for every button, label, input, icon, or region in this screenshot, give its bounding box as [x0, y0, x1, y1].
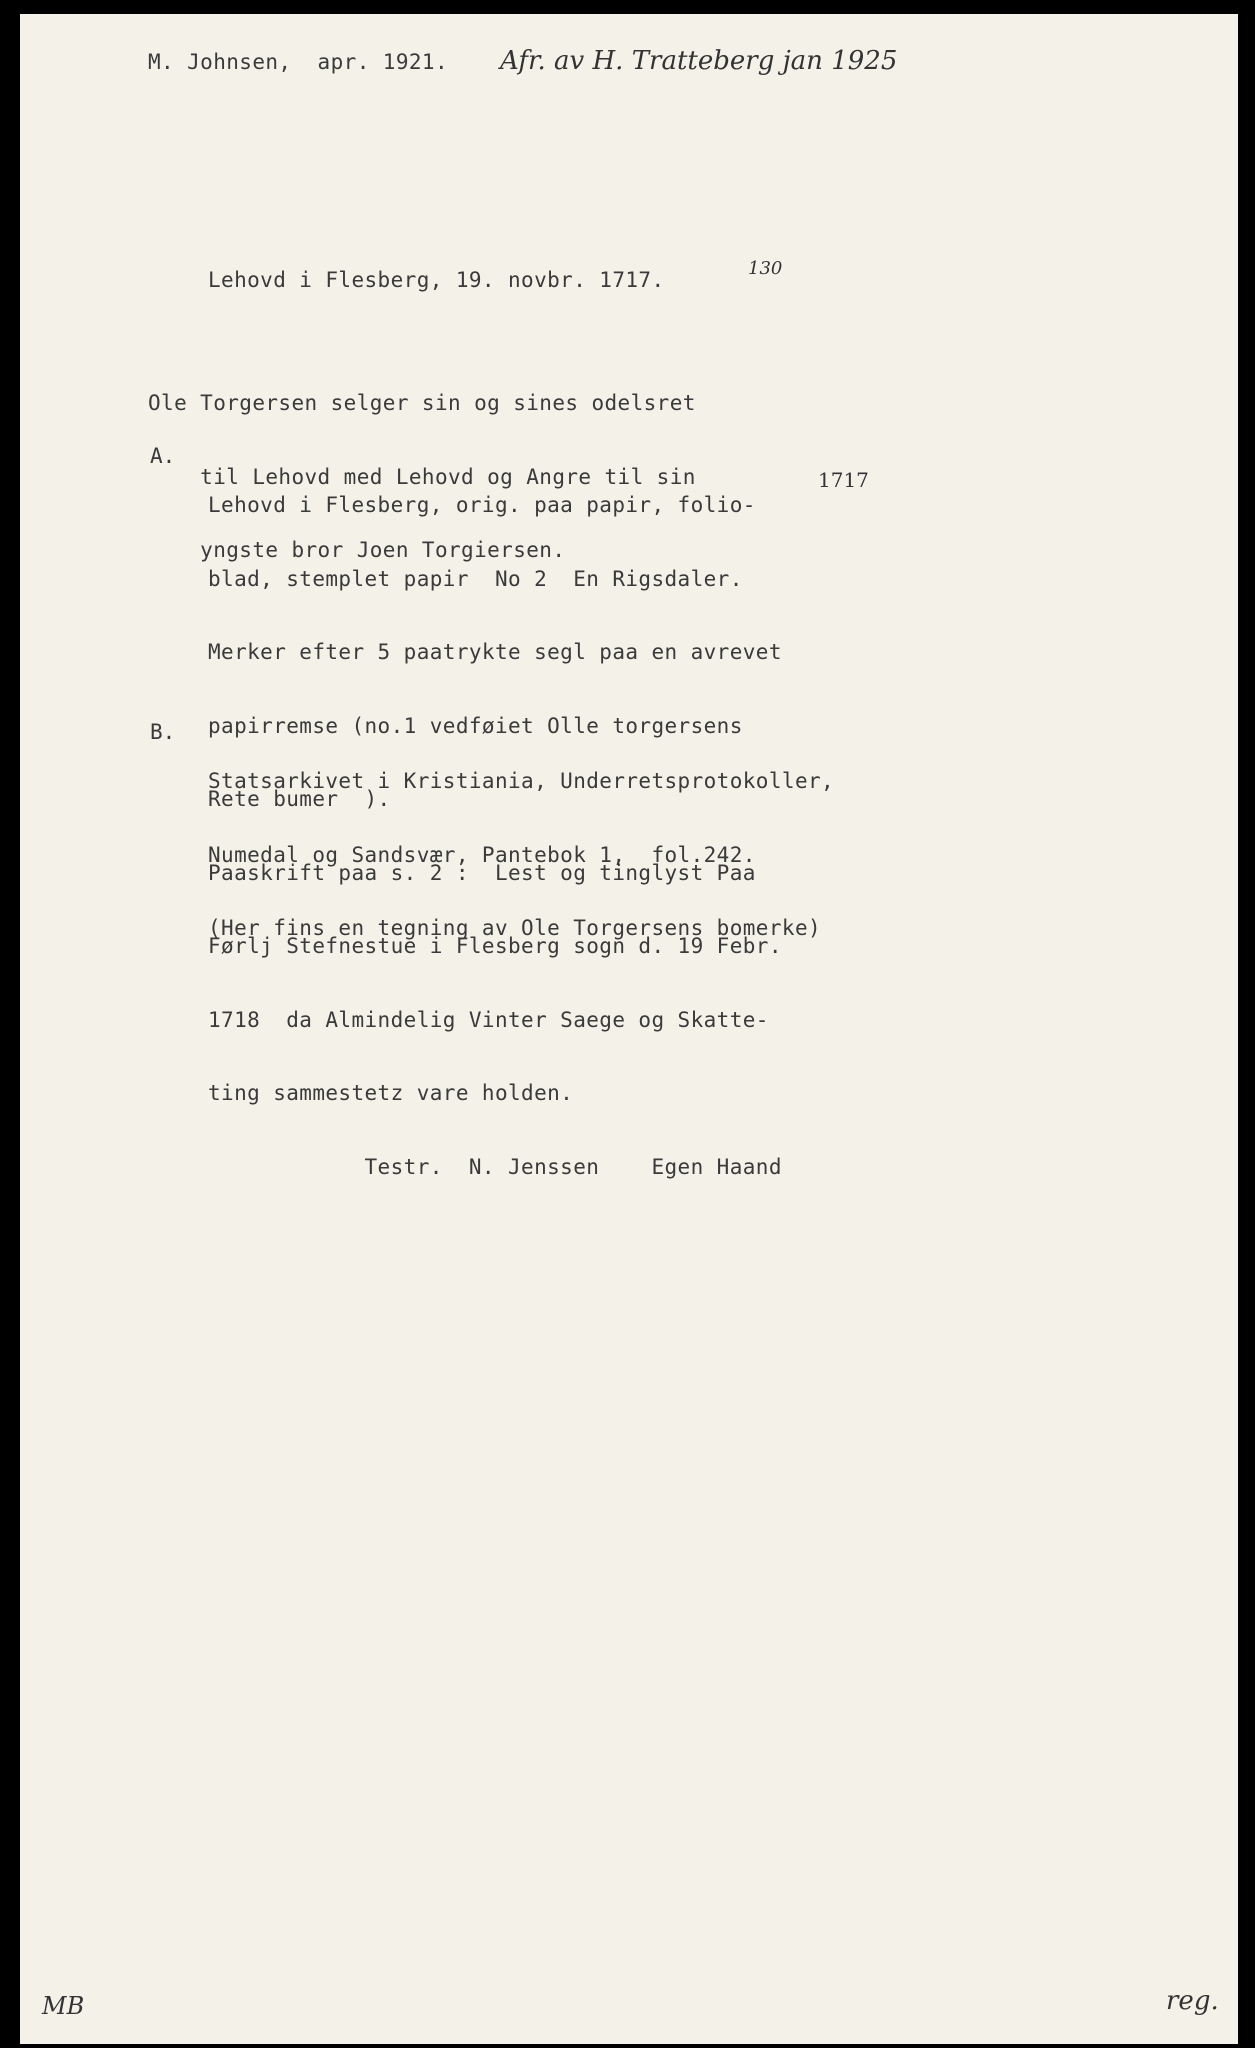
- section-a-line: Førlj Stefnestue i Flesberg sogn d. 19 Febr.: [208, 934, 782, 958]
- title-handwritten-mark: 130: [748, 258, 783, 279]
- section-a-line: ting sammestetz vare holden.: [208, 1081, 574, 1105]
- section-a-line: 1718 da Almindelig Vinter Saege og Skatte-: [208, 1007, 769, 1032]
- record-title: Lehovd i Flesberg, 19. novbr. 1717.: [208, 268, 665, 292]
- document-page: [20, 14, 1238, 2044]
- section-a-line: Merker efter 5 paatrykte segl paa en avrevet: [208, 640, 782, 664]
- section-b-line: Numedal og Sandsvær, Pantebok 1, fol.242.: [208, 842, 756, 867]
- header-typed: M. Johnsen, apr. 1921.: [148, 50, 448, 74]
- section-a-line: Rete bumer ).: [208, 787, 391, 811]
- section-a-handwritten-year: 1717: [818, 468, 869, 492]
- header-handwritten-note: Afr. av H. Tratteberg jan 1925: [500, 46, 898, 76]
- section-b-line: (Her fins en tegning av Ole Torgersens bomerke): [208, 916, 822, 940]
- section-b-label: B.: [150, 720, 176, 744]
- summary-line: til Lehovd med Lehovd og Angre til sin: [148, 464, 696, 489]
- section-a-line: Testr. N. Jenssen Egen Haand: [208, 1154, 782, 1179]
- footer-register-note: reg.: [1166, 1986, 1219, 2016]
- footer-initials: MB: [42, 1992, 85, 2020]
- summary-line: yngste bror Joen Torgiersen.: [148, 538, 566, 562]
- summary-line: Ole Torgersen selger sin og sines odelsret: [148, 391, 696, 415]
- section-b-line: Statsarkivet i Kristiania, Underretsprotokoller,: [208, 769, 835, 793]
- section-a-line: Paaskrift paa s. 2 : Lest og tinglyst Paa: [208, 860, 756, 885]
- section-a-line: papirremse (no.1 vedføiet Olle torgersens: [208, 713, 743, 738]
- section-a-label: A.: [150, 444, 176, 468]
- section-b-text: [208, 720, 834, 990]
- section-a-line: Lehovd i Flesberg, orig. paa papir, folio-: [208, 493, 756, 517]
- section-a-line: blad, stemplet papir No 2 En Rigsdaler.: [208, 566, 743, 591]
